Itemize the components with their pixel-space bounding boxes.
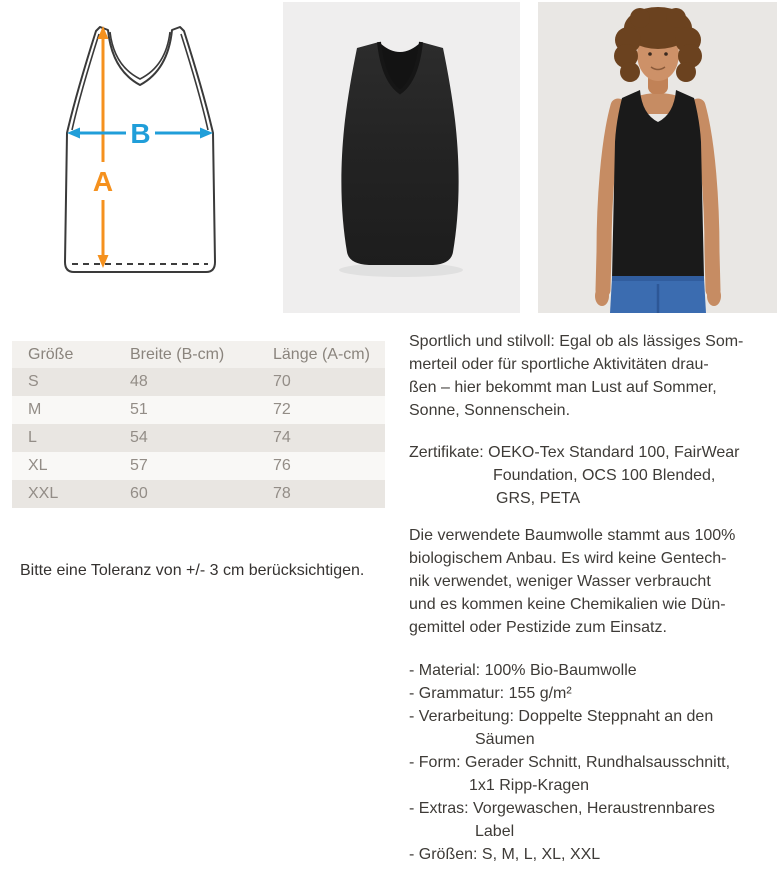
- text-line: und es kommen keine Chemikalien wie Dün-: [409, 596, 726, 613]
- text-line: biologischem Anbau. Es wird keine Gentech-: [409, 550, 727, 567]
- tolerance-note: Bitte eine Toleranz von +/- 3 cm berücksichtigen.: [20, 562, 365, 579]
- product-photo-tank-top[interactable]: [283, 2, 520, 313]
- text-line: Die verwendete Baumwolle stammt aus 100%: [409, 527, 736, 544]
- left-hand: [595, 286, 609, 306]
- cotton-paragraph: [409, 524, 774, 639]
- spec-item-material: - Material: 100% Bio-Baumwolle: [409, 662, 637, 679]
- intro-paragraph: [409, 330, 774, 422]
- text-line: GRS, PETA: [496, 490, 581, 507]
- spec-item-extras: - Extras: Vorgewaschen, Heraustrennbares: [409, 800, 715, 817]
- label-a: A: [92, 166, 114, 197]
- cell-size: XL: [28, 457, 48, 474]
- col-header-width: Breite (B-cm): [130, 341, 273, 368]
- spec-item-extras-cont: Label: [475, 823, 515, 840]
- tank-top-outline-icon: [52, 14, 220, 276]
- cell-width: 60: [130, 485, 148, 502]
- cell-width: 48: [130, 373, 148, 390]
- certificates-paragraph: [409, 441, 774, 510]
- cell-length: 76: [273, 457, 291, 474]
- cell-width: 54: [130, 429, 148, 446]
- table-row: [12, 424, 385, 452]
- text-line: Sportlich und stilvoll: Egal ob als lässiges Som-: [409, 333, 744, 350]
- cell-width: 51: [130, 401, 148, 418]
- text-line: Sonne, Sonnenschein.: [409, 402, 571, 419]
- text-line: ßen – hier bekommt man Lust auf Sommer,: [409, 379, 717, 396]
- spec-item-verarbeitung: - Verarbeitung: Doppelte Steppnaht an den: [409, 708, 714, 725]
- black-tank-top-image: [283, 2, 520, 313]
- size-measurement-diagram: [52, 14, 220, 276]
- table-row: [12, 396, 385, 424]
- jeans: [610, 276, 706, 313]
- spec-item-form: - Form: Gerader Schnitt, Rundhalsausschnitt,: [409, 754, 731, 771]
- table-row: [12, 368, 385, 396]
- right-hand: [707, 286, 721, 306]
- col-header-length: Länge (A-cm): [273, 341, 385, 368]
- cell-size: M: [28, 401, 42, 418]
- worn-tank-top: [612, 90, 704, 278]
- text-line: Foundation, OCS 100 Blended,: [493, 467, 716, 484]
- spec-item-groessen: - Größen: S, M, L, XL, XXL: [409, 846, 601, 863]
- text-line: merteil oder für sportliche Aktivitäten drau-: [409, 356, 709, 373]
- size-table: [12, 341, 385, 508]
- label-b: B: [130, 118, 151, 149]
- spec-list: [409, 659, 774, 866]
- product-description: [409, 330, 774, 866]
- col-header-size: Größe: [12, 341, 130, 368]
- model-photo[interactable]: [538, 2, 777, 313]
- cell-size: S: [28, 373, 39, 390]
- spec-item-grammatur: - Grammatur: 155 g/m²: [409, 685, 572, 702]
- text-line: gemittel oder Pestizide zum Einsatz.: [409, 619, 667, 636]
- tank-top-silhouette: [65, 27, 215, 272]
- cell-size: XXL: [28, 485, 59, 502]
- cell-length: 72: [273, 401, 291, 418]
- text-line: Zertifikate: OEKO-Tex Standard 100, FairWear: [409, 444, 740, 461]
- cell-length: 70: [273, 373, 291, 390]
- cell-length: 74: [273, 429, 291, 446]
- cell-length: 78: [273, 485, 291, 502]
- cell-width: 57: [130, 457, 148, 474]
- table-header-row: [12, 341, 385, 368]
- table-row: [12, 480, 385, 508]
- spec-item-form-cont: 1x1 Ripp-Kragen: [469, 777, 590, 794]
- photo-shadow: [339, 263, 463, 277]
- model-wearing-tank-top-image: [538, 2, 777, 313]
- text-line: nik verwendet, weniger Wasser verbraucht: [409, 573, 711, 590]
- spec-item-verarbeitung-cont: Säumen: [475, 731, 535, 748]
- cell-size: L: [28, 429, 37, 446]
- table-row: [12, 452, 385, 480]
